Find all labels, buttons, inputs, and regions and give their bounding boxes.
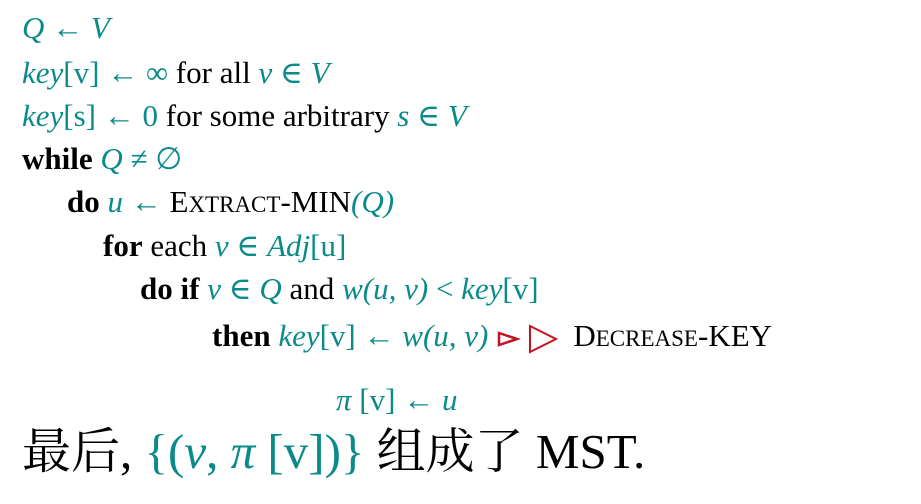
conclusion-line (22, 422, 645, 482)
var-Q: Q (100, 141, 123, 176)
plain-text: for some arbitrary (165, 98, 390, 133)
element-of: ∈ (236, 228, 260, 263)
decrease-key-call: DECREASE-KEY (573, 318, 773, 353)
var-V: V (90, 10, 110, 45)
keyword-do-if: do if (140, 271, 200, 306)
pi-symbol: π (230, 424, 256, 479)
assign-arrow: ← (130, 184, 162, 219)
small-triangle-icon (496, 328, 520, 350)
index-v: [v] (63, 55, 100, 90)
var-u: u (441, 382, 458, 417)
var-v: v (258, 55, 273, 90)
algo-line-4 (22, 141, 182, 177)
infinity: ∞ (145, 55, 169, 90)
comment-triangle-icon (528, 324, 558, 354)
index-v: [v] (267, 424, 325, 479)
assign-arrow: ← (107, 55, 139, 90)
var-s: s (397, 98, 410, 133)
algo-line-2 (22, 55, 330, 91)
key-symbol: key (22, 98, 64, 133)
index-v: [v] (502, 271, 539, 306)
element-of: ∈ (228, 271, 252, 306)
plain-text: and (289, 271, 335, 306)
keyword-then: then (212, 318, 271, 353)
var-V: V (447, 98, 467, 133)
var-v: v (214, 228, 229, 263)
keyword-while: while (22, 141, 93, 176)
index-v: [v] (359, 382, 396, 417)
index-u: [u] (310, 228, 347, 263)
empty-set: ∅ (155, 141, 183, 176)
algo-line-1 (22, 10, 110, 46)
algo-line-5 (67, 184, 394, 223)
element-of: ∈ (279, 55, 303, 90)
set-open: {( (144, 424, 185, 479)
plain-text: each (150, 228, 208, 263)
keyword-for: for (103, 228, 143, 263)
algo-line-6 (103, 228, 346, 264)
conclusion-suffix: 组成了 MST. (376, 424, 646, 479)
var-Q: Q (22, 10, 45, 45)
var-v: v (184, 424, 207, 479)
adj-symbol: Adj (267, 228, 311, 263)
key-symbol: key (461, 271, 503, 306)
plain-text: for all (175, 55, 251, 90)
algo-line-3 (22, 98, 467, 134)
assign-arrow: ← (363, 318, 395, 353)
conclusion-prefix: 最后, (22, 424, 133, 479)
index-v: [v] (319, 318, 356, 353)
assign-arrow: ← (52, 10, 84, 45)
not-equal: ≠ (130, 141, 148, 176)
assign-arrow: ← (103, 98, 135, 133)
algo-line-7 (140, 271, 539, 307)
comma: , (206, 424, 219, 479)
index-s: [s] (63, 98, 96, 133)
var-u: u (107, 184, 123, 219)
extract-min-call: EXTRACT-MIN (169, 184, 352, 219)
var-V: V (310, 55, 330, 90)
assign-arrow: ← (403, 382, 435, 417)
key-symbol: key (278, 318, 320, 353)
key-symbol: key (22, 55, 64, 90)
element-of: ∈ (417, 98, 441, 133)
pi-symbol: π (336, 382, 352, 417)
weight-fn: w(u, v) (342, 271, 429, 306)
set-close: )} (324, 424, 365, 479)
var-v: v (207, 271, 221, 306)
keyword-do: do (67, 184, 100, 219)
var-Q: Q (259, 271, 282, 306)
zero: 0 (142, 98, 158, 133)
less-than: < (435, 271, 454, 306)
arg-Q: (Q) (351, 184, 395, 219)
algo-line-9 (336, 382, 457, 418)
algo-line-8 (212, 318, 772, 357)
weight-fn: w(u, v) (402, 318, 489, 353)
